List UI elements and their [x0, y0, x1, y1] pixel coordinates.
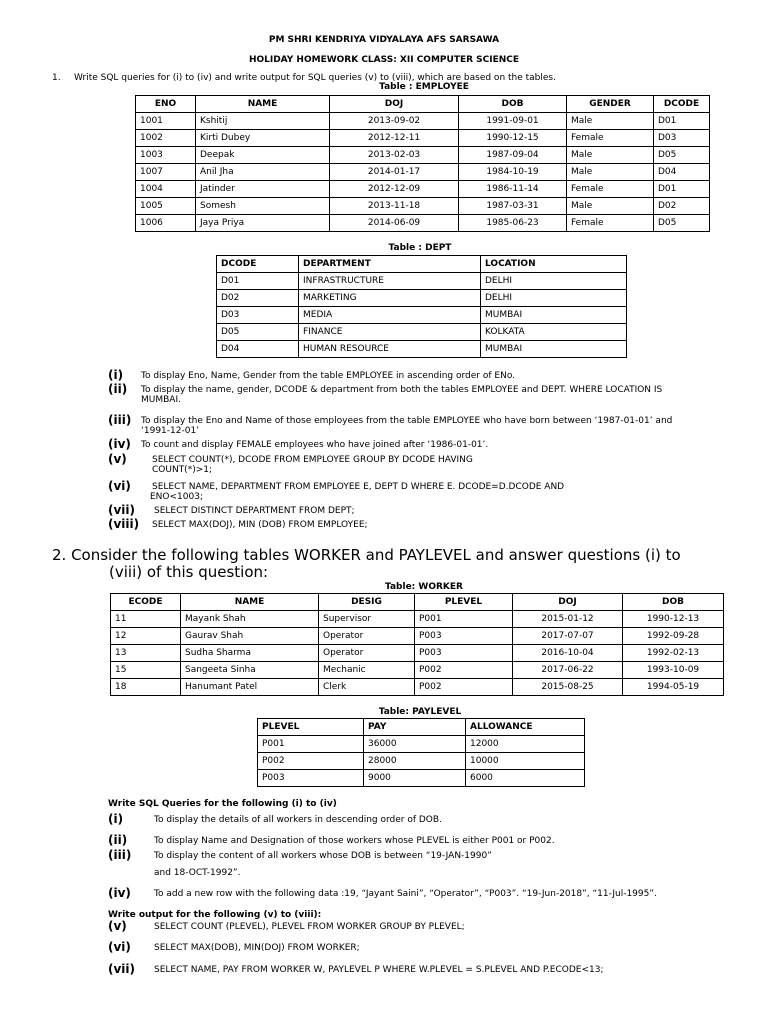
worker-cell: P003 — [415, 645, 513, 662]
employee-row — [136, 164, 710, 181]
dept-cell: MEDIA — [299, 307, 481, 324]
employee-cell: Male — [567, 198, 654, 215]
employee-cell: 1991-09-01 — [459, 113, 567, 130]
worker-cell: 13 — [111, 645, 181, 662]
dept-caption: Table : DEPT — [388, 243, 452, 253]
q1-question-text: To count and display FEMALE employees who have joined after ‘1986-01-01’. — [141, 440, 489, 450]
employee-cell: Female — [567, 181, 654, 198]
worker-cell: 11 — [111, 611, 181, 628]
dept-cell: D04 — [217, 341, 299, 358]
q1-question-text: MUMBAI. — [141, 395, 181, 405]
employee-cell: 1986-11-14 — [459, 181, 567, 198]
homework-title: HOLIDAY HOMEWORK CLASS: XII COMPUTER SCIENCE — [248, 55, 520, 65]
q2-sql-question-text: To display Name and Designation of those workers whose PLEVEL is either P001 or P002. — [154, 836, 555, 846]
employee-cell: D01 — [654, 181, 710, 198]
worker-cell: Operator — [319, 628, 415, 645]
employee-cell: 1007 — [136, 164, 196, 181]
employee-header-cell: ENO — [136, 96, 196, 113]
employee-cell: Somesh — [196, 198, 330, 215]
employee-cell: 2013-02-03 — [330, 147, 459, 164]
worker-row — [111, 628, 724, 645]
q1-question-text: SELECT COUNT(*), DCODE FROM EMPLOYEE GROUP BY DCODE HAVING — [152, 455, 473, 465]
q1-question-text: COUNT(*)>1; — [152, 465, 213, 475]
q1-question-number: (vii) — [108, 503, 136, 517]
q1-question-number: (v) — [108, 452, 127, 466]
dept-cell: HUMAN RESOURCE — [299, 341, 481, 358]
worker-cell: P002 — [415, 662, 513, 679]
worker-row — [111, 662, 724, 679]
worker-cell: 1994-05-19 — [623, 679, 724, 696]
q2-output-question-text: SELECT COUNT (PLEVEL), PLEVEL FROM WORKER GROUP BY PLEVEL; — [154, 922, 465, 932]
employee-cell: 2014-06-09 — [330, 215, 459, 232]
paylevel-header-row — [258, 719, 585, 736]
employee-row — [136, 130, 710, 147]
q1-question-number: (iii) — [108, 413, 132, 427]
paylevel-header-cell: ALLOWANCE — [466, 719, 585, 736]
q1-question-text: To display Eno, Name, Gender from the table EMPLOYEE in ascending order of ENo. — [141, 371, 516, 381]
employee-row — [136, 147, 710, 164]
worker-cell: 12 — [111, 628, 181, 645]
employee-cell: Male — [567, 147, 654, 164]
employee-cell: D05 — [654, 147, 710, 164]
paylevel-cell: 10000 — [466, 753, 585, 770]
worker-header-cell: ECODE — [111, 594, 181, 611]
employee-cell: 2014-01-17 — [330, 164, 459, 181]
worker-row — [111, 679, 724, 696]
employee-header-cell: DCODE — [654, 96, 710, 113]
dept-row — [217, 273, 627, 290]
q1-question-number: (viii) — [108, 517, 140, 531]
paylevel-header-cell: PLEVEL — [258, 719, 364, 736]
dept-header-row — [217, 256, 627, 273]
q2-sql-question-number: (ii) — [108, 833, 128, 847]
worker-header-cell: DOJ — [513, 594, 623, 611]
q1-question-text: ‘1991-12-01’ — [141, 426, 200, 436]
employee-header-cell: DOJ — [330, 96, 459, 113]
worker-cell: 1992-02-13 — [623, 645, 724, 662]
q1-question-number: (ii) — [108, 382, 128, 396]
dept-cell: MUMBAI — [481, 307, 627, 324]
worker-cell: 2016-10-04 — [513, 645, 623, 662]
dept-cell: DELHI — [481, 273, 627, 290]
employee-cell: 2012-12-11 — [330, 130, 459, 147]
q1-question-text: SELECT DISTINCT DEPARTMENT FROM DEPT; — [154, 506, 355, 516]
paylevel-cell: P002 — [258, 753, 364, 770]
dept-row — [217, 307, 627, 324]
worker-cell: Sangeeta Sinha — [181, 662, 319, 679]
employee-cell: Male — [567, 164, 654, 181]
worker-cell: Operator — [319, 645, 415, 662]
employee-header-row — [136, 96, 710, 113]
q2-sql-question-text: To display the content of all workers whose DOB is between “19-JAN-1990” — [154, 851, 492, 861]
employee-cell: 1987-03-31 — [459, 198, 567, 215]
q2-sql-question-text: and 18-OCT-1992”. — [154, 868, 241, 878]
worker-cell: 2015-01-12 — [513, 611, 623, 628]
worker-cell: 2017-06-22 — [513, 662, 623, 679]
employee-cell: Female — [567, 215, 654, 232]
q1-question-text: To display the Eno and Name of those employees from the table EMPLOYEE who have born between ‘1987-01-01’ and — [141, 416, 673, 426]
q1-question-number: (i) — [108, 368, 124, 382]
employee-cell: 1005 — [136, 198, 196, 215]
q2-output-question-text: SELECT MAX(DOB), MIN(DOJ) FROM WORKER; — [154, 943, 360, 953]
employee-cell: 2013-11-18 — [330, 198, 459, 215]
dept-header-cell: LOCATION — [481, 256, 627, 273]
employee-header-cell: DOB — [459, 96, 567, 113]
paylevel-table — [257, 718, 585, 787]
output-heading: Write output for the following (v) to (viii): — [108, 910, 322, 920]
employee-cell: 1002 — [136, 130, 196, 147]
worker-cell: 18 — [111, 679, 181, 696]
dept-cell: MARKETING — [299, 290, 481, 307]
q2-output-question-text: SELECT NAME, PAY FROM WORKER W, PAYLEVEL P WHERE W.PLEVEL = S.PLEVEL AND P.ECODE<13; — [154, 965, 604, 975]
worker-cell: 15 — [111, 662, 181, 679]
worker-cell: 1993-10-09 — [623, 662, 724, 679]
employee-row — [136, 181, 710, 198]
paylevel-header-cell: PAY — [364, 719, 466, 736]
employee-cell: Kirti Dubey — [196, 130, 330, 147]
paylevel-cell: P003 — [258, 770, 364, 787]
q1-number: 1. — [52, 73, 61, 83]
dept-cell: D01 — [217, 273, 299, 290]
dept-row — [217, 324, 627, 341]
employee-cell: 1006 — [136, 215, 196, 232]
sql-heading: Write SQL Queries for the following (i) to (iv) — [108, 799, 337, 809]
paylevel-row — [258, 736, 585, 753]
dept-cell: FINANCE — [299, 324, 481, 341]
employee-row — [136, 113, 710, 130]
employee-cell: 1984-10-19 — [459, 164, 567, 181]
paylevel-cell: 36000 — [364, 736, 466, 753]
worker-cell: Mechanic — [319, 662, 415, 679]
q1-text: Write SQL queries for (i) to (iv) and write output for SQL queries (v) to (viii), which are based on the tables. — [74, 73, 556, 83]
worker-caption: Table: WORKER — [385, 582, 463, 592]
worker-row — [111, 645, 724, 662]
worker-cell: Supervisor — [319, 611, 415, 628]
worker-header-cell: DESIG — [319, 594, 415, 611]
dept-table — [216, 255, 627, 358]
worker-cell: 2017-07-07 — [513, 628, 623, 645]
employee-cell: 1985-06-23 — [459, 215, 567, 232]
q2-intro-line2: (viii) of this question: — [109, 563, 269, 581]
dept-cell: D05 — [217, 324, 299, 341]
employee-row — [136, 198, 710, 215]
dept-header-cell: DEPARTMENT — [299, 256, 481, 273]
q2-sql-question-text: To add a new row with the following data :19, “Jayant Saini”, “Operator”, “P003”. “19-Jun-2018”, “11-Jul-1995”. — [154, 889, 657, 899]
paylevel-cell: P001 — [258, 736, 364, 753]
q2-sql-question-number: (iii) — [108, 848, 132, 862]
employee-cell: D05 — [654, 215, 710, 232]
dept-cell: KOLKATA — [481, 324, 627, 341]
school-name: PM SHRI KENDRIYA VIDYALAYA AFS SARSAWA — [268, 35, 500, 45]
worker-table — [110, 593, 724, 696]
worker-cell: 1990-12-13 — [623, 611, 724, 628]
employee-cell: Kshitij — [196, 113, 330, 130]
employee-cell: Jaya Priya — [196, 215, 330, 232]
worker-cell: Gaurav Shah — [181, 628, 319, 645]
q2-output-question-number: (vii) — [108, 962, 136, 976]
q2-output-question-number: (vi) — [108, 940, 131, 954]
dept-cell: DELHI — [481, 290, 627, 307]
employee-row — [136, 215, 710, 232]
employee-cell: D01 — [654, 113, 710, 130]
q1-question-text: ENO<1003; — [150, 492, 203, 502]
q2-output-question-number: (v) — [108, 919, 127, 933]
dept-cell: D02 — [217, 290, 299, 307]
paylevel-cell: 28000 — [364, 753, 466, 770]
dept-row — [217, 290, 627, 307]
q2-intro-line1: 2. Consider the following tables WORKER and PAYLEVEL and answer questions (i) to — [52, 546, 681, 564]
paylevel-cell: 12000 — [466, 736, 585, 753]
employee-header-cell: GENDER — [567, 96, 654, 113]
employee-cell: Female — [567, 130, 654, 147]
worker-cell: 2015-08-25 — [513, 679, 623, 696]
worker-cell: Sudha Sharma — [181, 645, 319, 662]
employee-cell: Deepak — [196, 147, 330, 164]
paylevel-cell: 6000 — [466, 770, 585, 787]
employee-table — [135, 95, 710, 232]
employee-cell: D03 — [654, 130, 710, 147]
employee-cell: 2012-12-09 — [330, 181, 459, 198]
employee-cell: Anil Jha — [196, 164, 330, 181]
worker-cell: 1992-09-28 — [623, 628, 724, 645]
q1-question-text: SELECT MAX(DOJ), MIN (DOB) FROM EMPLOYEE; — [152, 520, 368, 530]
worker-cell: Mayank Shah — [181, 611, 319, 628]
q1-question-number: (vi) — [108, 479, 131, 493]
worker-cell: Hanumant Patel — [181, 679, 319, 696]
paylevel-caption: Table: PAYLEVEL — [378, 707, 462, 717]
employee-cell: 1001 — [136, 113, 196, 130]
worker-cell: P002 — [415, 679, 513, 696]
worker-row — [111, 611, 724, 628]
q2-sql-question-text: To display the details of all workers in descending order of DOB. — [154, 815, 442, 825]
dept-cell: MUMBAI — [481, 341, 627, 358]
q1-question-text: SELECT NAME, DEPARTMENT FROM EMPLOYEE E, DEPT D WHERE E. DCODE=D.DCODE AND — [152, 482, 565, 492]
employee-cell: 1003 — [136, 147, 196, 164]
employee-header-cell: NAME — [196, 96, 330, 113]
worker-header-cell: DOB — [623, 594, 724, 611]
paylevel-row — [258, 770, 585, 787]
worker-cell: Clerk — [319, 679, 415, 696]
employee-cell: Male — [567, 113, 654, 130]
paylevel-row — [258, 753, 585, 770]
q1-question-text: To display the name, gender, DCODE & department from both the tables EMPLOYEE and DEPT. WHERE LOCATION IS — [141, 385, 663, 395]
q2-sql-question-number: (iv) — [108, 886, 131, 900]
dept-header-cell: DCODE — [217, 256, 299, 273]
dept-cell: INFRASTRUCTURE — [299, 273, 481, 290]
worker-header-cell: NAME — [181, 594, 319, 611]
q2-sql-question-number: (i) — [108, 812, 124, 826]
dept-row — [217, 341, 627, 358]
employee-cell: D02 — [654, 198, 710, 215]
employee-cell: 1987-09-04 — [459, 147, 567, 164]
employee-cell: 1004 — [136, 181, 196, 198]
employee-cell: 2013-09-02 — [330, 113, 459, 130]
dept-cell: D03 — [217, 307, 299, 324]
employee-cell: 1990-12-15 — [459, 130, 567, 147]
q1-question-number: (iv) — [108, 437, 131, 451]
employee-cell: D04 — [654, 164, 710, 181]
worker-header-cell: PLEVEL — [415, 594, 513, 611]
employee-cell: Jatinder — [196, 181, 330, 198]
worker-header-row — [111, 594, 724, 611]
employee-caption: Table : EMPLOYEE — [379, 82, 469, 92]
paylevel-cell: 9000 — [364, 770, 466, 787]
worker-cell: P003 — [415, 628, 513, 645]
worker-cell: P001 — [415, 611, 513, 628]
